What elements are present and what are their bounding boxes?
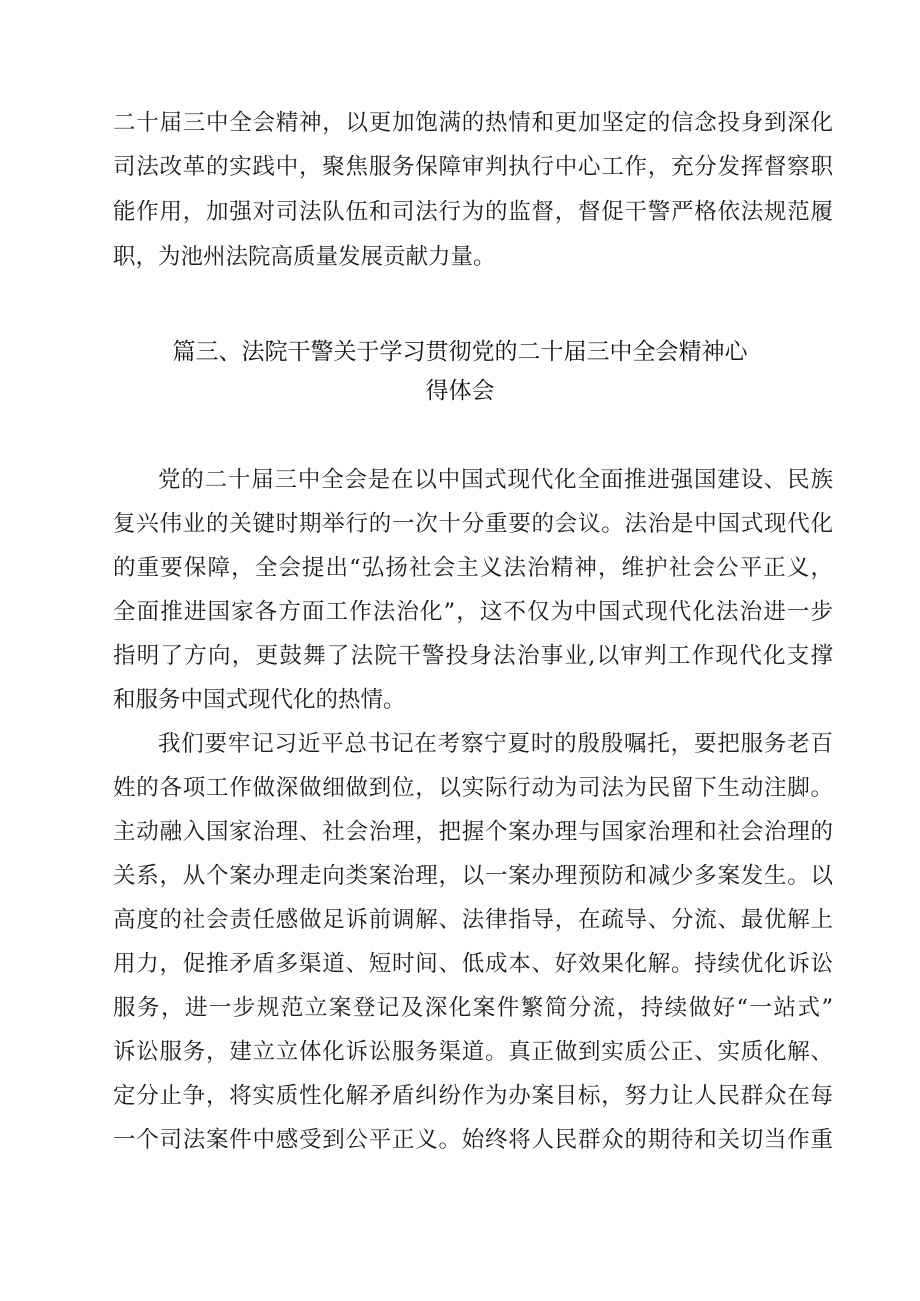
paragraph-1-line-2: 复兴伟业的关键时期举行的一次十分重要的会议。法治是中国式现代化	[113, 511, 833, 537]
paragraph-2-line-7: 服务，进一步规范立案登记及深化案件繁简分流，持续做好“一站式”	[113, 995, 833, 1021]
intro-line-2: 司法改革的实践中，聚焦服务保障审判执行中心工作，充分发挥督察职	[113, 154, 833, 180]
paragraph-2-line-9: 定分止争，将实质性化解矛盾纠纷作为办案目标，努力让人民群众在每	[113, 1083, 833, 1109]
intro-line-4: 职，为池州法院高质量发展贡献力量。	[113, 244, 496, 270]
intro-line-1: 二十届三中全会精神，以更加饱满的热情和更加坚定的信念投身到深化	[113, 110, 833, 136]
paragraph-2-line-1: 我们要牢记习近平总书记在考察宁夏时的殷殷嘱托，要把服务老百	[158, 731, 833, 757]
paragraph-2-line-3: 主动融入国家治理、社会治理，把握个案办理与国家治理和社会治理的	[113, 819, 833, 845]
paragraph-1-line-6: 和服务中国式现代化的热情。	[113, 687, 406, 713]
section-heading-line-2: 得体会	[425, 378, 495, 404]
paragraph-1-line-3: 的重要保障，全会提出“弘扬社会主义法治精神，维护社会公平正义，	[113, 555, 833, 581]
paragraph-2-line-10: 一个司法案件中感受到公平正义。始终将人民群众的期待和关切当作重	[113, 1127, 833, 1153]
paragraph-2-line-6: 用力，促推矛盾多渠道、短时间、低成本、好效果化解。持续优化诉讼	[113, 951, 833, 977]
intro-line-3: 能作用，加强对司法队伍和司法行为的监督，督促干警严格依法规范履	[113, 199, 833, 225]
paragraph-2-line-8: 诉讼服务，建立立体化诉讼服务渠道。真正做到实质公正、实质化解、	[113, 1039, 833, 1065]
paragraph-1-line-4: 全面推进国家各方面工作法治化”，这不仅为中国式现代化法治进一步	[113, 599, 833, 625]
paragraph-1-line-1: 党的二十届三中全会是在以中国式现代化全面推进强国建设、民族	[158, 467, 833, 493]
paragraph-2-line-5: 高度的社会责任感做足诉前调解、法律指导，在疏导、分流、最优解上	[113, 907, 833, 933]
paragraph-2-line-4: 关系，从个案办理走向类案治理，以一案办理预防和减少多案发生。以	[113, 863, 833, 889]
paragraph-2-line-2: 姓的各项工作做深做细做到位，以实际行动为司法为民留下生动注脚。	[113, 775, 833, 801]
paragraph-1-line-5: 指明了方向，更鼓舞了法院干警投身法治事业,以审判工作现代化支撑	[113, 643, 833, 669]
section-heading-line-1: 篇三、法院干警关于学习贯彻党的二十届三中全会精神心	[172, 339, 748, 365]
